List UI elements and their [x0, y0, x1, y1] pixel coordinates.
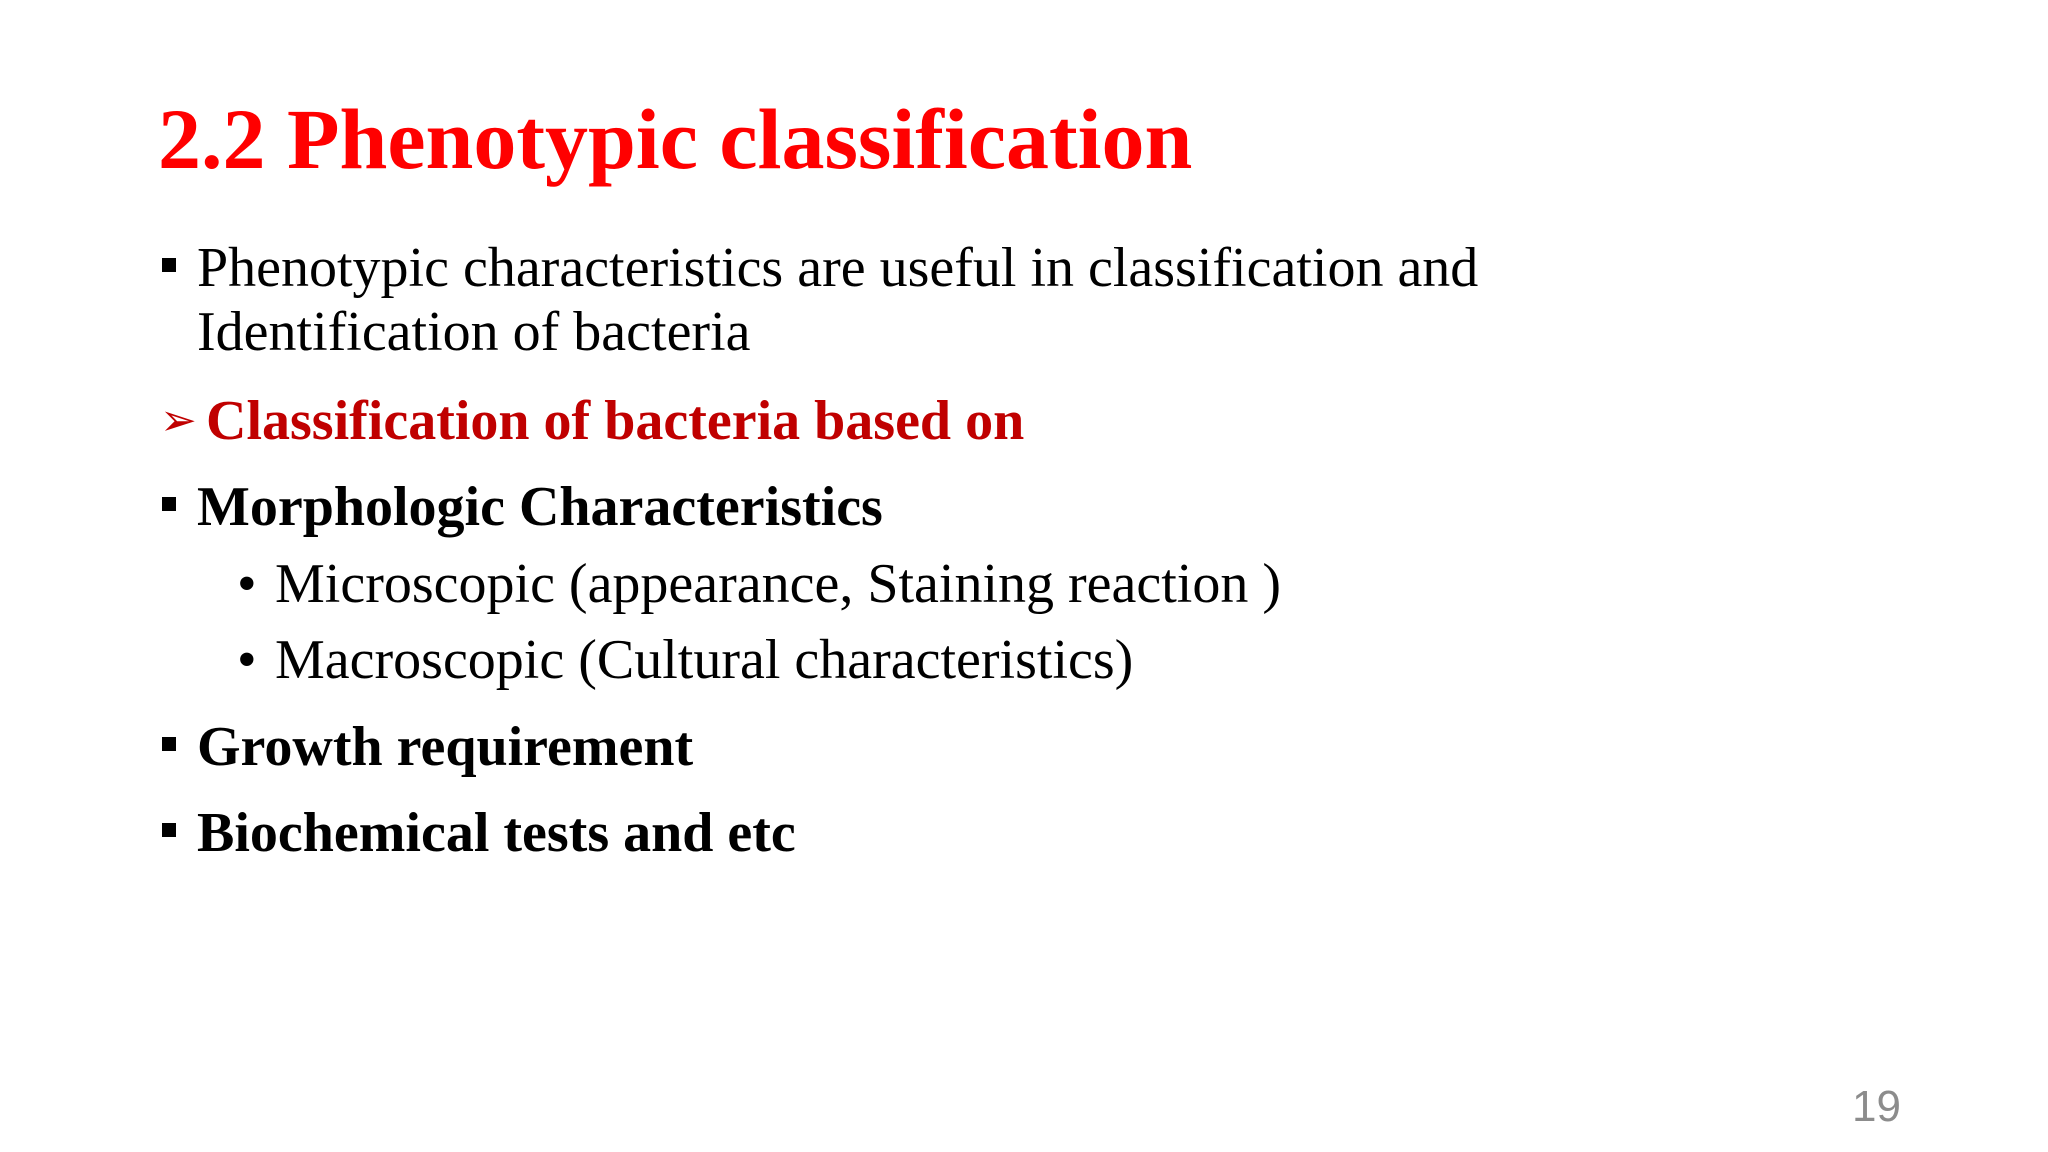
bullet-morphologic: Morphologic Characteristics — [197, 476, 883, 538]
sub-bullet-macroscopic: Macroscopic (Cultural characteristics) — [275, 629, 1134, 691]
arrow-bullet-icon: ➢ — [160, 395, 197, 446]
bullet-phenotypic-line1: Phenotypic characteristics are useful in classification and — [197, 237, 1479, 299]
page-number: 19 — [1852, 1082, 1901, 1131]
round-bullet-icon: • — [237, 553, 257, 615]
bullet-growth: Growth requirement — [197, 716, 694, 778]
square-bullet-icon — [162, 258, 176, 272]
square-bullet-icon — [162, 497, 176, 511]
bullet-biochemical: Biochemical tests and etc — [197, 802, 796, 864]
square-bullet-icon — [162, 823, 176, 837]
sub-bullet-microscopic: Microscopic (appearance, Staining reaction ) — [275, 553, 1282, 615]
square-bullet-icon — [162, 737, 176, 751]
round-bullet-icon: • — [237, 629, 257, 691]
slide-title: 2.2 Phenotypic classification — [158, 91, 1193, 187]
bullet-phenotypic-line2: Identification of bacteria — [197, 301, 751, 363]
classification-heading: Classification of bacteria based on — [206, 390, 1025, 452]
